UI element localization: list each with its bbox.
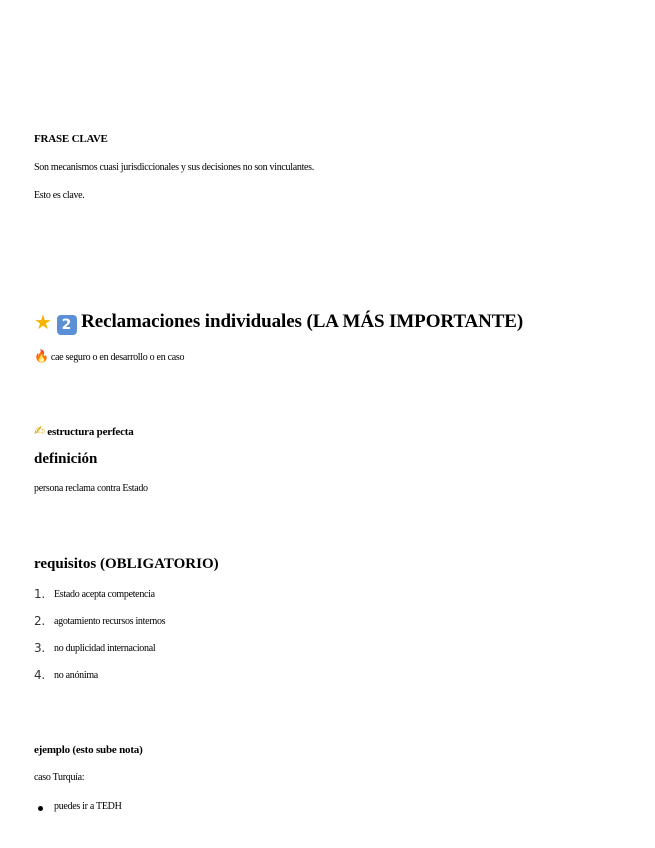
list-number: 3.	[34, 641, 45, 655]
example-case: caso Turquía:	[34, 772, 85, 783]
definition-text: persona reclama contra Estado	[34, 483, 148, 494]
list-item-text: agotamiento recursos internos	[54, 616, 166, 627]
list-item-text: no duplicidad internacional	[54, 643, 156, 654]
requirements-list	[34, 587, 334, 695]
list-item	[34, 614, 334, 641]
fire-icon: 🔥	[34, 349, 49, 363]
key-phrase-note: Esto es clave.	[34, 190, 85, 201]
list-number: 2.	[34, 614, 45, 628]
definition-heading: definición	[34, 451, 98, 467]
structure-heading: estructura perfecta	[47, 426, 134, 438]
key-phrase-line: Son mecanismos cuasi jurisdiccionales y sus decisiones no son vinculantes.	[34, 162, 314, 173]
key-phrase-heading: FRASE CLAVE	[34, 133, 108, 145]
list-item	[34, 668, 334, 695]
star-icon: ★	[34, 310, 52, 334]
list-number: 4.	[34, 668, 45, 682]
structure-heading-row	[34, 424, 134, 439]
list-item-text: Estado acepta competencia	[54, 589, 155, 600]
list-item	[34, 641, 334, 668]
list-item	[34, 801, 334, 817]
section-note: cae seguro o en desarrollo o en caso	[50, 352, 185, 363]
bullet-icon	[38, 806, 43, 811]
list-item	[34, 587, 334, 614]
section-title: Reclamaciones individuales (LA MÁS IMPORTANTE)	[81, 311, 524, 332]
requirements-heading: requisitos (OBLIGATORIO)	[34, 556, 219, 572]
section-title-row	[34, 310, 523, 335]
section-note-row	[34, 349, 184, 363]
writing-hand-icon: ✍	[34, 424, 45, 439]
list-number: 1.	[34, 587, 45, 601]
list-item-text: puedes ir a TEDH	[54, 801, 122, 812]
list-item-text: no anónima	[54, 670, 98, 681]
example-heading: ejemplo (esto sube nota)	[34, 744, 143, 756]
number-badge: 2	[57, 315, 77, 335]
